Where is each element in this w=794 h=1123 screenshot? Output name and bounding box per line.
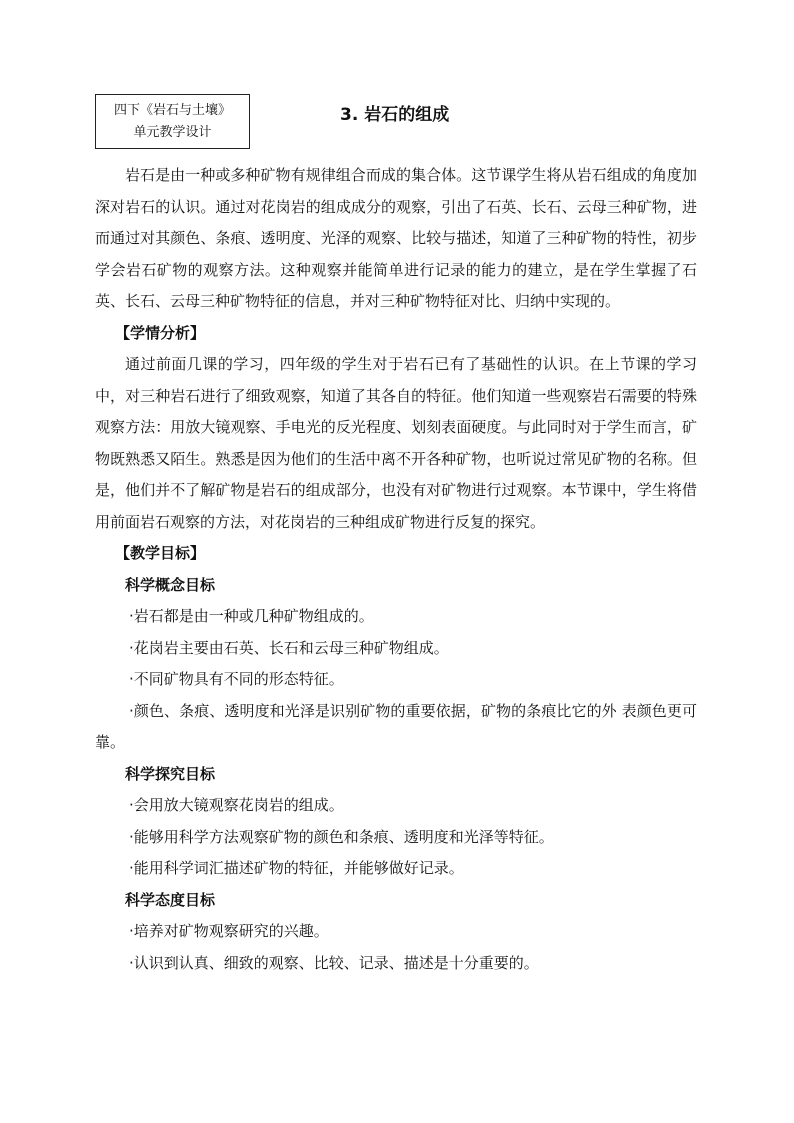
inquiry-objectives-title: 科学探究目标 (125, 764, 216, 783)
learning-analysis-paragraph: 通过前面几课的学习，四年级的学生对于岩石已有了基础性的认识。在上节课的学习中，对三种岩石进行了细致观察，知道了其各自的特征。他们知道一些观察岩石需要的特殊观察方法：用放大镜观察、手电光的反光程度、划刻表面硬度。与此同时对于学生而言，矿物既熟悉又陌生。熟悉是因为他们的生活中离不开各种矿物，也听说过常见矿物的名称。但是，他们并不了解矿物是岩石的组成部分，也没有对矿物进行过观察。本节课中，学生将借用前面岩石观察的方法，对花岗岩的三种组成矿物进行反复的探究。 (95, 355, 697, 531)
lesson-title: 3. 岩石的组成 (340, 105, 450, 125)
list-item: ·认识到认真、细致的观察、比较、记录、描述是十分重要的。 (129, 953, 539, 972)
list-item: ·能够用科学方法观察矿物的颜色和条痕、透明度和光泽等特征。 (129, 827, 554, 846)
intro-paragraph: 岩石是由一种或多种矿物有规律组合而成的集合体。这节课学生将从岩石组成的角度加深对岩石的认识。通过对花岗岩的组成成分的观察，引出了石英、长石、云母三种矿物，进而通过对其颜色、条痕、透明度、光泽的观察、比较与描述，知道了三种矿物的特性，初步学会岩石矿物的观察方法。这种观察并能简单进行记录的能力的建立，是在学生掌握了石英、长石、云母三种矿物特征的信息，并对三种矿物特征对比、归纳中实现的。 (95, 166, 697, 310)
list-item: ·会用放大镜观察花岗岩的组成。 (129, 796, 344, 814)
learning-analysis-heading: 【学情分析】 (115, 323, 206, 342)
objectives-heading: 【教学目标】 (115, 544, 206, 562)
list-item: ·花岗岩主要由石英、长石和云母三种矿物组成。 (129, 638, 449, 657)
list-item: ·岩石都是由一种或几种矿物组成的。 (129, 607, 374, 625)
unit-label-line1: 四下《岩石与土壤》 (113, 103, 231, 118)
list-item: ·颜色、条痕、透明度和光泽是识别矿物的重要依据，矿物的条痕比它的外 表颜色更可靠。 (95, 701, 697, 751)
list-item: ·能用科学词汇描述矿物的特征，并能够做好记录。 (129, 859, 464, 877)
unit-label-line2: 单元教学设计 (133, 125, 212, 140)
concept-objectives-title: 科学概念目标 (125, 575, 216, 594)
document-body (95, 160, 697, 979)
attitude-objectives-title: 科学态度目标 (125, 890, 216, 909)
list-item: ·培养对矿物观察研究的兴趣。 (129, 922, 329, 940)
unit-label-box (95, 94, 250, 149)
list-item: ·不同矿物具有不同的形态特征。 (129, 670, 344, 688)
